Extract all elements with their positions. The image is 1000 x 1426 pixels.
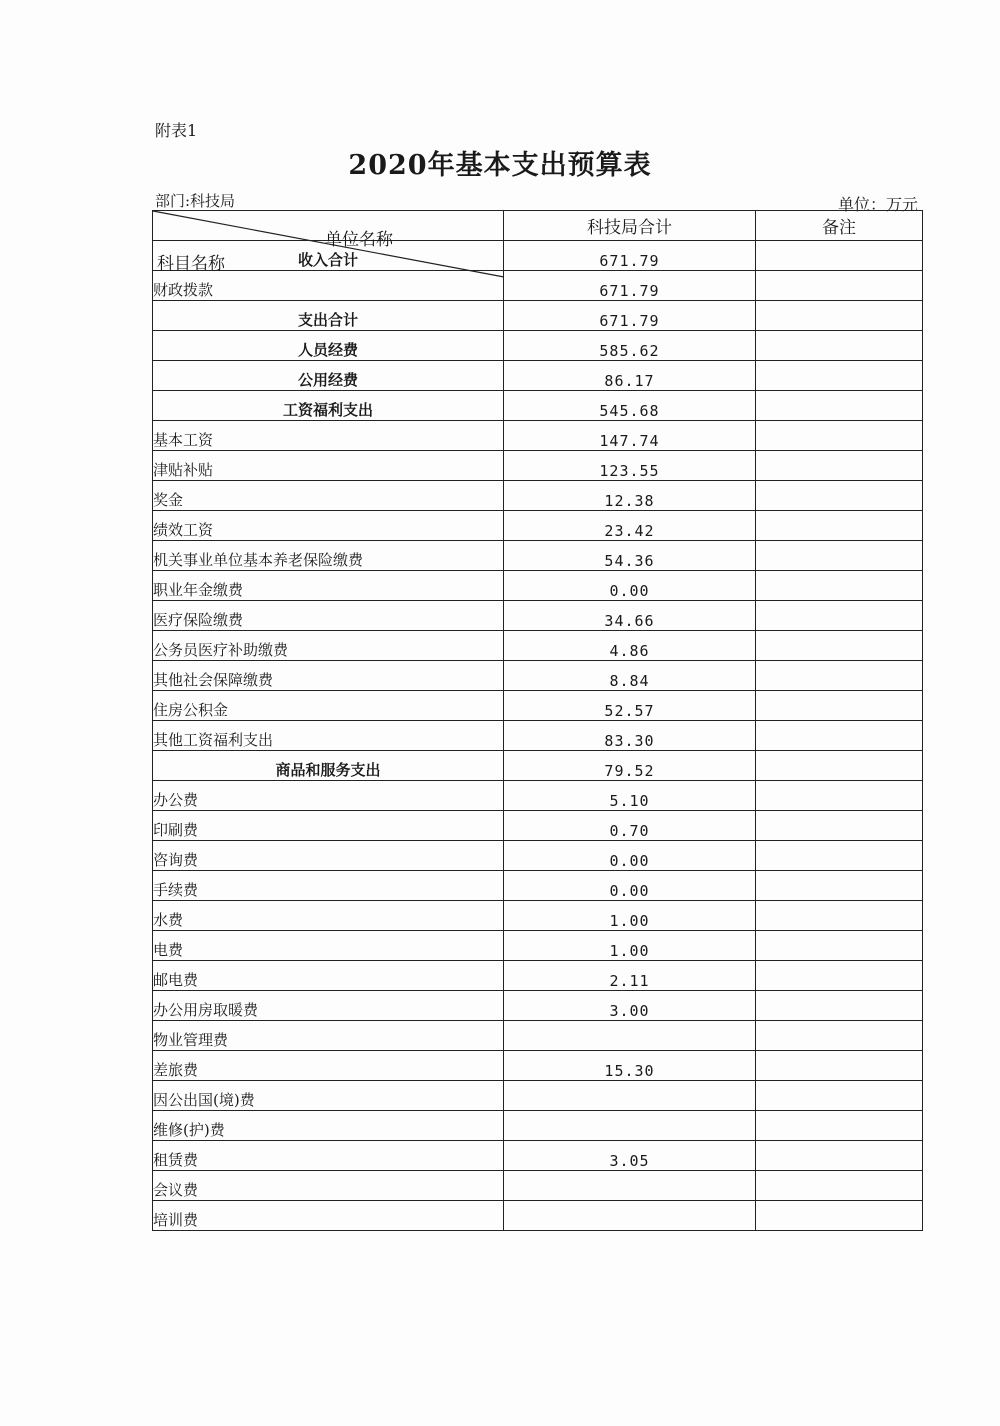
row-subject-name: 差旅费 <box>153 1051 504 1081</box>
row-remark <box>756 871 923 901</box>
row-subject-name: 财政拨款 <box>153 271 504 301</box>
row-remark <box>756 1021 923 1051</box>
unit-label: 单位：万元 <box>837 195 918 214</box>
row-amount: 545.68 <box>504 391 756 421</box>
table-row <box>153 811 923 841</box>
row-amount: 34.66 <box>504 601 756 631</box>
row-amount <box>504 1081 756 1111</box>
row-amount: 585.62 <box>504 331 756 361</box>
row-subject-name: 住房公积金 <box>153 691 504 721</box>
row-remark <box>756 301 923 331</box>
row-remark <box>756 331 923 361</box>
row-amount: 12.38 <box>504 481 756 511</box>
row-remark <box>756 601 923 631</box>
row-remark <box>756 1171 923 1201</box>
table-row <box>153 991 923 1021</box>
table-row <box>153 481 923 511</box>
row-subject-name: 收入合计 <box>153 241 504 271</box>
row-subject-name: 会议费 <box>153 1171 504 1201</box>
table-header-row <box>153 211 923 241</box>
row-amount: 123.55 <box>504 451 756 481</box>
row-remark <box>756 1141 923 1171</box>
row-subject-name: 公用经费 <box>153 361 504 391</box>
table-row <box>153 1051 923 1081</box>
row-subject-name: 公务员医疗补助缴费 <box>153 631 504 661</box>
row-amount <box>504 1111 756 1141</box>
row-subject-name: 咨询费 <box>153 841 504 871</box>
row-subject-name: 手续费 <box>153 871 504 901</box>
total-column-header: 科技局合计 <box>504 211 756 241</box>
appendix-label: 附表1 <box>155 121 198 140</box>
row-subject-name: 人员经费 <box>153 331 504 361</box>
row-amount: 671.79 <box>504 241 756 271</box>
table-row <box>153 961 923 991</box>
row-remark <box>756 1111 923 1141</box>
row-remark <box>756 661 923 691</box>
row-subject-name: 维修(护)费 <box>153 1111 504 1141</box>
table-row <box>153 361 923 391</box>
row-amount: 3.05 <box>504 1141 756 1171</box>
row-subject-name: 水费 <box>153 901 504 931</box>
row-remark <box>756 631 923 661</box>
row-subject-name: 职业年金缴费 <box>153 571 504 601</box>
row-amount <box>504 1021 756 1051</box>
row-remark <box>756 721 923 751</box>
row-remark <box>756 1081 923 1111</box>
row-amount: 86.17 <box>504 361 756 391</box>
row-subject-name: 培训费 <box>153 1201 504 1231</box>
table-row <box>153 1201 923 1231</box>
row-subject-name: 津贴补贴 <box>153 451 504 481</box>
table-row <box>153 1141 923 1171</box>
department-label: 部门:科技局 <box>155 192 236 210</box>
row-remark <box>756 691 923 721</box>
row-remark <box>756 1051 923 1081</box>
row-subject-name: 机关事业单位基本养老保险缴费 <box>153 541 504 571</box>
subject-name-header: 科目名称 <box>157 254 225 274</box>
table-row <box>153 931 923 961</box>
row-subject-name: 绩效工资 <box>153 511 504 541</box>
row-amount: 0.00 <box>504 871 756 901</box>
row-amount <box>504 1201 756 1231</box>
row-subject-name: 印刷费 <box>153 811 504 841</box>
table-row <box>153 1021 923 1051</box>
row-remark <box>756 511 923 541</box>
row-remark <box>756 241 923 271</box>
row-subject-name: 医疗保险缴费 <box>153 601 504 631</box>
row-remark <box>756 841 923 871</box>
row-subject-name: 物业管理费 <box>153 1021 504 1051</box>
row-subject-name: 办公用房取暖费 <box>153 991 504 1021</box>
table-row <box>153 421 923 451</box>
row-subject-name: 奖金 <box>153 481 504 511</box>
table-row <box>153 331 923 361</box>
row-amount: 79.52 <box>504 751 756 781</box>
row-subject-name: 办公费 <box>153 781 504 811</box>
row-amount: 671.79 <box>504 301 756 331</box>
row-subject-name: 因公出国(境)费 <box>153 1081 504 1111</box>
table-row <box>153 571 923 601</box>
row-remark <box>756 961 923 991</box>
table-row <box>153 541 923 571</box>
row-amount: 147.74 <box>504 421 756 451</box>
row-amount: 23.42 <box>504 511 756 541</box>
row-amount: 4.86 <box>504 631 756 661</box>
table-row <box>153 661 923 691</box>
row-amount: 8.84 <box>504 661 756 691</box>
table-row <box>153 631 923 661</box>
row-amount: 52.57 <box>504 691 756 721</box>
row-remark <box>756 781 923 811</box>
unit-name-header: 单位名称 <box>325 230 393 250</box>
table-row <box>153 781 923 811</box>
row-subject-name: 基本工资 <box>153 421 504 451</box>
row-amount <box>504 1171 756 1201</box>
table-row <box>153 601 923 631</box>
row-amount: 1.00 <box>504 901 756 931</box>
row-remark <box>756 391 923 421</box>
table-row <box>153 721 923 751</box>
remark-column-header: 备注 <box>756 211 923 241</box>
table-row <box>153 451 923 481</box>
row-remark <box>756 271 923 301</box>
row-amount: 54.36 <box>504 541 756 571</box>
table-row <box>153 1171 923 1201</box>
table-row <box>153 1081 923 1111</box>
row-remark <box>756 751 923 781</box>
row-subject-name: 租赁费 <box>153 1141 504 1171</box>
row-remark <box>756 811 923 841</box>
row-amount: 0.70 <box>504 811 756 841</box>
row-remark <box>756 901 923 931</box>
row-subject-name: 商品和服务支出 <box>153 751 504 781</box>
table-row <box>153 301 923 331</box>
row-remark <box>756 451 923 481</box>
row-amount: 3.00 <box>504 991 756 1021</box>
row-remark <box>756 571 923 601</box>
row-remark <box>756 1201 923 1231</box>
row-remark <box>756 361 923 391</box>
table-row <box>153 751 923 781</box>
row-subject-name: 邮电费 <box>153 961 504 991</box>
row-subject-name: 其他社会保障缴费 <box>153 661 504 691</box>
table-row <box>153 871 923 901</box>
table-row <box>153 691 923 721</box>
budget-table <box>152 210 923 1231</box>
row-amount: 1.00 <box>504 931 756 961</box>
table-row <box>153 391 923 421</box>
table-row <box>153 841 923 871</box>
row-subject-name: 其他工资福利支出 <box>153 721 504 751</box>
row-remark <box>756 541 923 571</box>
row-remark <box>756 991 923 1021</box>
row-amount: 2.11 <box>504 961 756 991</box>
row-amount: 671.79 <box>504 271 756 301</box>
row-subject-name: 电费 <box>153 931 504 961</box>
row-amount: 15.30 <box>504 1051 756 1081</box>
row-amount: 5.10 <box>504 781 756 811</box>
row-remark <box>756 931 923 961</box>
page-title: 2020年基本支出预算表 <box>348 150 652 181</box>
row-remark <box>756 421 923 451</box>
row-amount: 0.00 <box>504 841 756 871</box>
row-amount: 83.30 <box>504 721 756 751</box>
row-amount: 0.00 <box>504 571 756 601</box>
row-subject-name: 工资福利支出 <box>153 391 504 421</box>
row-remark <box>756 481 923 511</box>
table-row <box>153 1111 923 1141</box>
table-row <box>153 511 923 541</box>
row-subject-name: 支出合计 <box>153 301 504 331</box>
table-row <box>153 901 923 931</box>
